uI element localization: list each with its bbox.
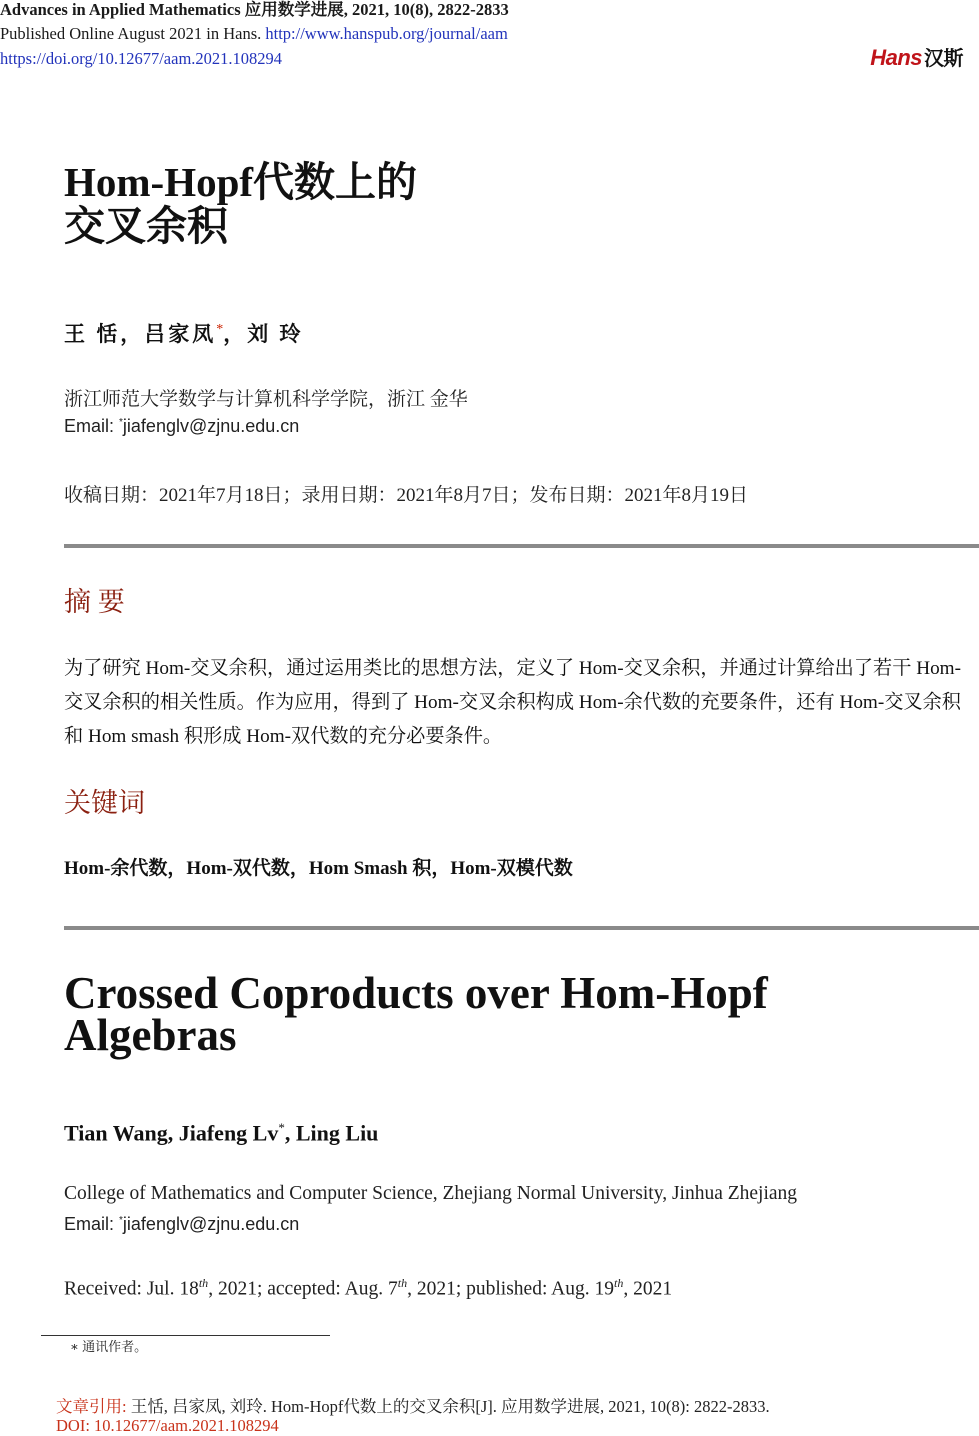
citation-line (56, 1393, 770, 1417)
doi-line (0, 51, 282, 68)
published-prefix: Published Online August 2021 in Hans. (0, 24, 262, 43)
th-suffix-3: th (614, 1276, 624, 1290)
author-cn-3: ，刘 玲 (223, 322, 304, 346)
affiliation-cn: 浙江师范大学数学与计算机科学学院，浙江 金华 (64, 389, 468, 410)
email-label: Email: (64, 416, 120, 436)
corresponding-star: * (216, 322, 224, 337)
logo-latin: Hans (870, 45, 922, 70)
logo-cn: 汉斯 (924, 48, 963, 70)
author-cn-1: 王 恬， (64, 322, 145, 346)
keywords-heading: 关键词 (64, 788, 145, 818)
doi-url-link[interactable]: https://doi.org/10.12677/aam.2021.108294 (0, 49, 283, 68)
journal-url-link[interactable]: http://www.hanspub.org/journal/aam (265, 24, 508, 43)
email-en-star: * (119, 1215, 123, 1226)
journal-line: Advances in Applied Mathematics 应用数学进展, 2021, 10(8), 2822-2833 (0, 0, 509, 19)
title-cn (64, 160, 417, 248)
email-en-address[interactable]: jiafenglv@zjnu.edu.cn (122, 1214, 300, 1234)
divider-top (64, 544, 979, 548)
dates-en (64, 1276, 672, 1301)
footnote-text: 通讯作者。 (82, 1339, 148, 1354)
email-cn (64, 416, 299, 437)
authors-cn (64, 318, 304, 348)
th-suffix-1: th (198, 1276, 209, 1290)
email-address[interactable]: jiafenglv@zjnu.edu.cn (122, 416, 300, 436)
citation-text: 王恬, 吕家凤, 刘玲. Hom-Hopf代数上的交叉余积[J]. 应用数学进展, 2021, 10(8): 2822-2833. (126, 1397, 770, 1416)
received-mid1: , 2021; accepted: Aug. 7 (208, 1278, 398, 1300)
email-en-label: Email: (64, 1214, 120, 1234)
received-end: , 2021 (623, 1278, 673, 1300)
email-star: * (119, 417, 123, 428)
received-mid2: , 2021; published: Aug. 19 (407, 1278, 614, 1300)
title-en (64, 968, 768, 1060)
title-en-line1: Crossed Coproducts over Hom-Hopf (64, 968, 768, 1018)
authors-en-part1: Tian Wang, Jiafeng Lv (64, 1120, 279, 1146)
divider-bottom (64, 926, 979, 930)
citation-label: 文章引用: (56, 1397, 127, 1416)
dates-cn: 收稿日期：2021年7月18日；录用日期：2021年8月7日；发布日期：2021年8月19日 (64, 485, 749, 506)
authors-en-star: * (278, 1120, 285, 1135)
received-prefix: Received: Jul. 18 (64, 1278, 199, 1300)
abstract-heading: 摘 要 (64, 587, 125, 617)
author-cn-2: 吕家凤 (144, 322, 217, 346)
title-en-line2: Algebras (64, 1010, 237, 1060)
affiliation-en: College of Mathematics and Computer Science, Zhejiang Normal University, Jinhua Zhejiang (64, 1183, 798, 1204)
email-en (64, 1214, 299, 1235)
title-cn-line2: 交叉余积 (64, 203, 228, 249)
authors-en (64, 1120, 378, 1146)
title-cn-line1: Hom-Hopf代数上的 (64, 159, 418, 205)
keywords-cn: Hom-余代数，Hom-双代数，Hom Smash 积，Hom-双模代数 (64, 858, 573, 879)
hans-logo (870, 42, 963, 71)
th-suffix-2: th (397, 1276, 408, 1290)
footnote (70, 1336, 147, 1355)
abstract-text: 为了研究 Hom-交叉余积，通过运用类比的思想方法，定义了 Hom-交叉余积，并通过计算给出了若干 Hom-交叉余积的相关性质。作为应用，得到了 Hom-交叉余积构成 Hom-余代数的充要条件，还有 Hom-交叉余积和 Hom smash 积形成 Hom-双代数的充分必要条件。 (64, 658, 961, 747)
published-line (0, 26, 508, 43)
footnote-mark: ∗ (70, 1339, 79, 1354)
authors-en-part2: , Ling Liu (284, 1120, 379, 1146)
citation-doi: DOI: 10.12677/aam.2021.108294 (56, 1416, 279, 1435)
